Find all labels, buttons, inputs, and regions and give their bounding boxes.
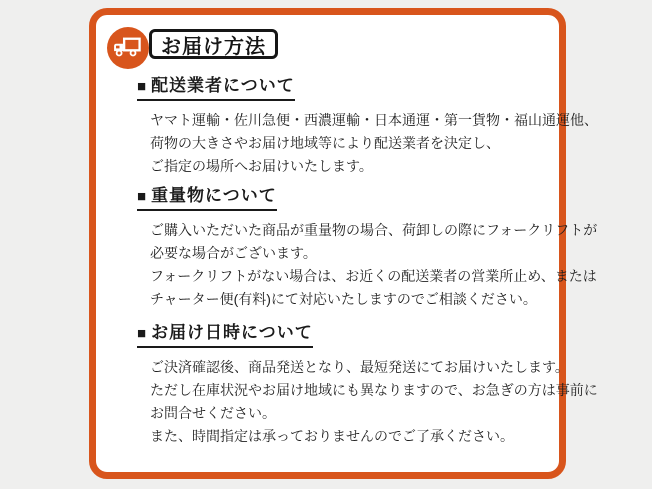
square-bullet-icon: ■ xyxy=(137,188,148,205)
body-line: ただし在庫状況やお届け地域にも異なりますので、お急ぎの方は事前に xyxy=(150,382,598,398)
body-line: ご決済確認後、商品発送となり、最短発送にてお届けいたします。 xyxy=(150,359,569,375)
body-line: ご購入いただいた商品が重量物の場合、荷卸しの際にフォークリフトが xyxy=(150,222,598,238)
section-heavy-items-heading xyxy=(137,181,277,211)
square-bullet-icon: ■ xyxy=(137,325,148,342)
page-title: お届け方法 xyxy=(149,29,278,59)
section-carriers-body xyxy=(150,109,598,178)
body-line: 必要な場合がございます。 xyxy=(150,245,317,261)
section-delivery-datetime-heading xyxy=(137,318,313,348)
section-heavy-items-heading-text: 重量物について xyxy=(151,186,277,205)
body-line: ご指定の場所へお届けいたします。 xyxy=(150,158,373,174)
section-carriers-heading-text: 配送業者について xyxy=(151,76,295,95)
body-line: 荷物の大きさやお届け地域等により配送業者を決定し、 xyxy=(150,135,500,151)
section-carriers xyxy=(137,71,598,178)
section-carriers-heading xyxy=(137,71,295,101)
body-line: ヤマト運輸・佐川急便・西濃運輸・日本通運・第一貨物・福山通運他、 xyxy=(150,112,598,128)
square-bullet-icon: ■ xyxy=(137,78,148,95)
delivery-info-panel xyxy=(89,8,598,479)
section-delivery-datetime xyxy=(137,318,598,448)
section-heavy-items xyxy=(137,181,597,311)
section-delivery-datetime-heading-text: お届け日時について xyxy=(151,323,313,342)
section-heavy-items-body xyxy=(150,219,597,311)
truck-icon xyxy=(107,27,149,69)
section-delivery-datetime-body xyxy=(150,356,598,448)
body-line: フォークリフトがない場合は、お近くの配送業者の営業所止め、または xyxy=(150,268,597,284)
body-line: また、時間指定は承っておりませんのでご了承ください。 xyxy=(150,428,514,444)
body-line: お問合せください。 xyxy=(150,405,276,421)
body-line: チャーター便(有料)にて対応いたしますのでご相談ください。 xyxy=(150,291,537,307)
